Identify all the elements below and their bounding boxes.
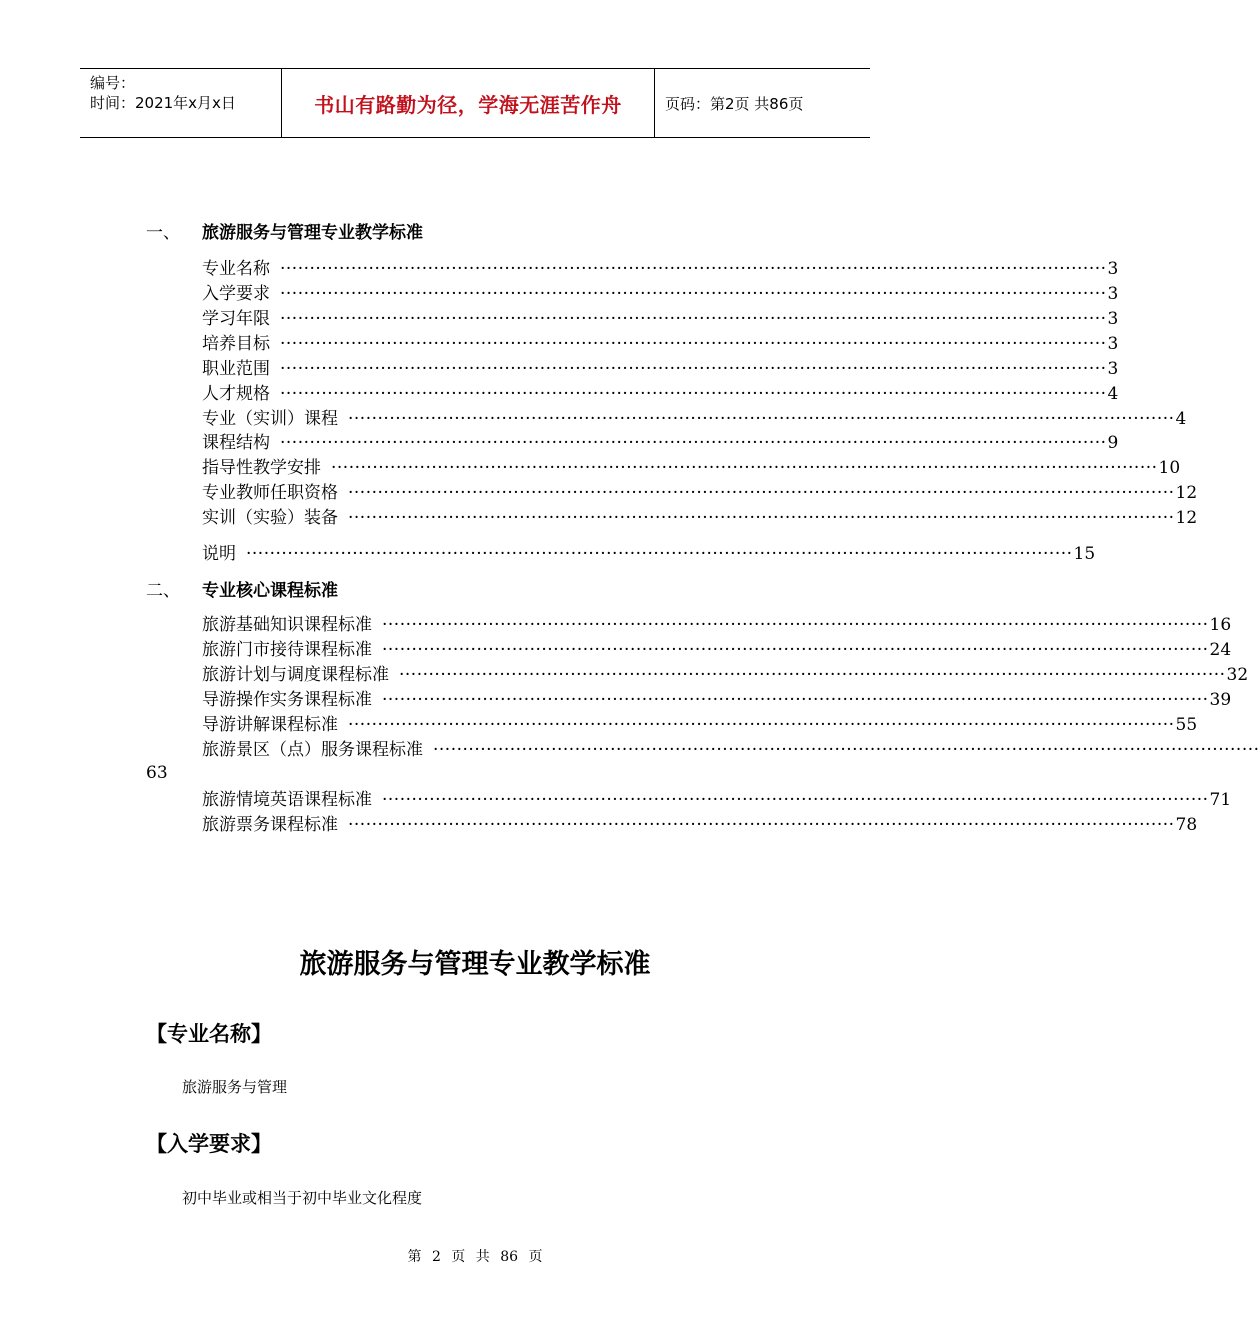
toc-leader-dots: ············································································································································ xyxy=(348,715,1175,735)
toc-entry-page: 10 xyxy=(1158,458,1181,478)
toc-entry[interactable] xyxy=(202,305,1119,330)
toc-entry-title: 旅游基础知识课程标准 xyxy=(202,615,372,635)
toc-leader-dots: ············································································································································ xyxy=(382,790,1209,810)
toc-section-1 xyxy=(146,218,423,243)
toc-entry-title: 人才规格 xyxy=(202,384,270,404)
toc-leader-dots: ············································································································································ xyxy=(246,544,1073,564)
toc-entry[interactable] xyxy=(202,405,1187,430)
toc-leader-dots: ············································································································································ xyxy=(382,690,1209,710)
toc-entry-title: 说明 xyxy=(202,544,236,564)
toc-entry-page: 39 xyxy=(1209,690,1232,710)
header-number-label: 编号： xyxy=(90,74,136,92)
toc-leader-dots: ············································································································································ xyxy=(280,284,1107,304)
toc-entry-title: 职业范围 xyxy=(202,359,270,379)
toc-entry[interactable] xyxy=(202,736,1260,761)
toc-section-2 xyxy=(146,576,338,601)
toc-entry[interactable] xyxy=(202,636,1232,661)
toc-leader-dots: ············································································································································ xyxy=(280,259,1107,279)
toc-entry-page: 3 xyxy=(1107,259,1119,279)
toc-leader-dots: ············································································································································ xyxy=(348,508,1175,528)
toc-leader-dots: ············································································································································ xyxy=(280,334,1107,354)
toc-entry-title: 专业（实训）课程 xyxy=(202,409,338,429)
toc-entry-page: 12 xyxy=(1175,483,1198,503)
toc-entry[interactable] xyxy=(202,255,1119,280)
toc-entry[interactable] xyxy=(202,661,1249,686)
toc-entry[interactable] xyxy=(202,711,1198,736)
toc-leader-dots: ············································································································································ xyxy=(348,483,1175,503)
toc-entry-page: 3 xyxy=(1107,359,1119,379)
toc-entry-title: 旅游情境英语课程标准 xyxy=(202,790,372,810)
toc-entry-title: 课程结构 xyxy=(202,433,270,453)
toc-leader-dots: ············································································································································ xyxy=(280,384,1107,404)
header-motto: 书山有路勤为径，学海无涯苦作舟 xyxy=(282,69,655,137)
toc-entry[interactable] xyxy=(202,429,1119,454)
toc-entry-title: 旅游票务课程标准 xyxy=(202,815,338,835)
toc-entry-title: 培养目标 xyxy=(202,334,270,354)
toc-entry-page: 55 xyxy=(1175,715,1198,735)
toc-entry-title: 导游操作实务课程标准 xyxy=(202,690,372,710)
toc-entry-page: 9 xyxy=(1107,433,1119,453)
toc-entry[interactable] xyxy=(202,479,1198,504)
toc-entry-title: 专业名称 xyxy=(202,259,270,279)
toc-leader-dots: ············································································································································ xyxy=(280,433,1107,453)
page-footer: 第 2 页 共 86 页 xyxy=(407,1249,543,1265)
toc-leader-dots: ············································································································································ xyxy=(382,640,1209,660)
toc-leader-dots: ············································································································································ xyxy=(348,409,1175,429)
toc-entry-title: 旅游门市接待课程标准 xyxy=(202,640,372,660)
toc-entry[interactable] xyxy=(202,686,1232,711)
toc-entry-title: 旅游景区（点）服务课程标准 xyxy=(202,740,423,760)
toc-entry-page: 78 xyxy=(1175,815,1198,835)
toc-entry-title: 导游讲解课程标准 xyxy=(202,715,338,735)
header-page-info: 页码：第2页 共86页 xyxy=(665,94,804,113)
toc-entry[interactable] xyxy=(202,454,1181,479)
toc-entry-page: 4 xyxy=(1175,409,1187,429)
toc-entry[interactable] xyxy=(202,540,1096,565)
document-title: 旅游服务与管理专业教学标准 xyxy=(299,949,651,980)
toc-entry-title: 实训（实验）装备 xyxy=(202,508,338,528)
toc-entry[interactable] xyxy=(202,280,1119,305)
toc-entry-page: 3 xyxy=(1107,309,1119,329)
toc-entry-title: 指导性教学安排 xyxy=(202,458,321,478)
toc-entry-page: 24 xyxy=(1209,640,1232,660)
toc-leader-dots: ············································································································································ xyxy=(280,359,1107,379)
toc-entry[interactable] xyxy=(202,811,1198,836)
toc-entry-page: 12 xyxy=(1175,508,1198,528)
toc-section-2-title: 专业核心课程标准 xyxy=(202,581,338,601)
toc-entry-page: 3 xyxy=(1107,284,1119,304)
toc-entry[interactable] xyxy=(202,786,1232,811)
section-body-admission: 初中毕业或相当于初中毕业文化程度 xyxy=(182,1189,423,1207)
toc-section-1-number: 一、 xyxy=(146,223,180,243)
toc-entry-title: 旅游计划与调度课程标准 xyxy=(202,665,389,685)
toc-leader-dots: ············································································································································ xyxy=(331,458,1158,478)
toc-leader-dots: ············································································································································ xyxy=(382,615,1209,635)
toc-section-2-number: 二、 xyxy=(146,581,180,601)
section-body-major-name: 旅游服务与管理 xyxy=(182,1078,288,1096)
toc-entry[interactable] xyxy=(202,330,1119,355)
toc-entry-title: 入学要求 xyxy=(202,284,270,304)
section-heading-major-name: 【专业名称】 xyxy=(146,1022,272,1046)
header-meta xyxy=(80,69,282,137)
toc-leader-dots: ············································································································································ xyxy=(433,740,1260,760)
toc-leader-dots: ············································································································································ xyxy=(280,309,1107,329)
section-heading-admission: 【入学要求】 xyxy=(146,1132,272,1156)
toc-entry[interactable] xyxy=(202,380,1119,405)
toc-entry-page: 3 xyxy=(1107,334,1119,354)
toc-leader-dots: ············································································································································ xyxy=(348,815,1175,835)
header-time-label: 时间：2021年x月x日 xyxy=(90,94,236,112)
toc-entry-page: 4 xyxy=(1107,384,1119,404)
toc-entry[interactable] xyxy=(202,355,1119,380)
page-header xyxy=(80,68,870,138)
toc-entry-page: 32 xyxy=(1226,665,1249,685)
toc-entry[interactable] xyxy=(202,504,1198,529)
toc-entry-title: 专业教师任职资格 xyxy=(202,483,338,503)
toc-entry-page: 16 xyxy=(1209,615,1232,635)
toc-entry-page: 15 xyxy=(1073,544,1096,564)
toc-entry-page: 71 xyxy=(1209,790,1232,810)
toc-entry-page: 63 xyxy=(146,763,168,783)
toc-entry-title: 学习年限 xyxy=(202,309,270,329)
toc-leader-dots: ············································································································································ xyxy=(399,665,1226,685)
toc-section-1-title: 旅游服务与管理专业教学标准 xyxy=(202,223,423,243)
toc-entry[interactable] xyxy=(202,611,1232,636)
